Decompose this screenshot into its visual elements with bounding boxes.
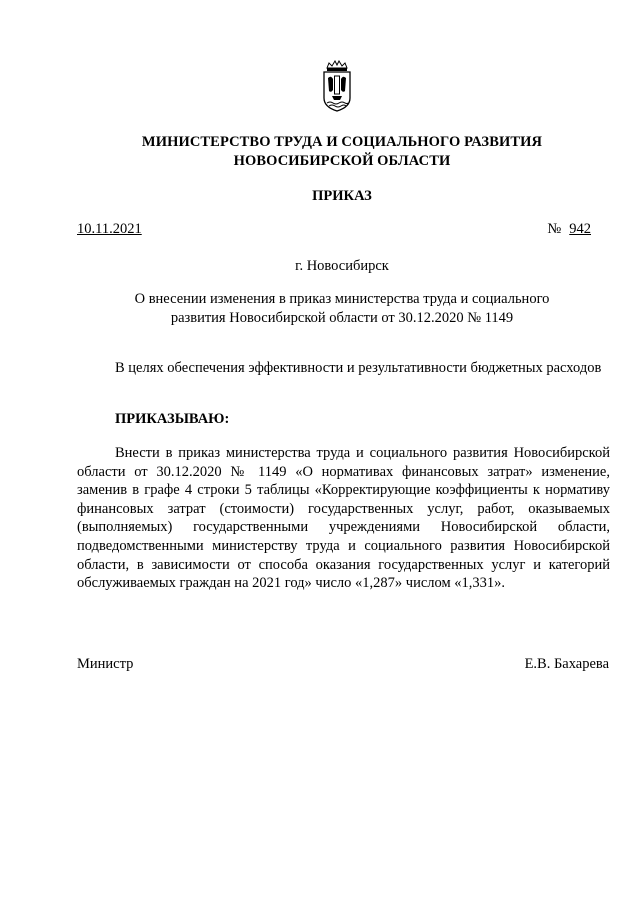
ministry-name-line2: НОВОСИБИРСКОЙ ОБЛАСТИ: [233, 153, 451, 169]
signatory-position: Министр: [77, 656, 134, 672]
preamble-paragraph: В целях обеспечения эффективности и результативности бюджетных расходов: [115, 360, 602, 376]
ministry-name: [60, 133, 624, 171]
document-number: [547, 220, 591, 238]
ministry-name-line1: МИНИСТЕРСТВО ТРУДА И СОЦИАЛЬНОГО РАЗВИТИЯ: [141, 134, 543, 150]
document-date: 10.11.2021: [77, 221, 142, 237]
main-order-paragraph: Внести в приказ министерства труда и социального развития Новосибирской области от 30.12.2020 № 1149 «О нормативах финансовых затрат» изменение, заменив в графе 4 строки 5 таблицы «Корректирующие коэффициенты к нормативу финансовых затрат (стоимости) государственных услуг, работ, оказываемых (выполняемых) государственными учреждениями Новосибирской области, подведомственными министерству труда и социального развития Новосибирской области, в зависимости от способа оказания государственных услуг и категорий обслуживаемых граждан на 2021 год» число «1,287» числом «1,331».: [77, 445, 610, 592]
coat-of-arms-icon: [318, 60, 356, 112]
order-word: ПРИКАЗЫВАЮ:: [115, 411, 230, 427]
subject-line1: О внесении изменения в приказ министерства труда и социального: [134, 291, 550, 307]
document-type: ПРИКАЗ: [312, 188, 372, 204]
signatory-name: Е.В. Бахарева: [524, 656, 609, 672]
number-label: №: [547, 221, 562, 237]
document-city: г. Новосибирск: [295, 258, 389, 274]
number-value: 942: [569, 221, 591, 237]
subject-line2: развития Новосибирской области от 30.12.2020 № 1149: [170, 310, 514, 326]
document-subject: [110, 290, 574, 328]
